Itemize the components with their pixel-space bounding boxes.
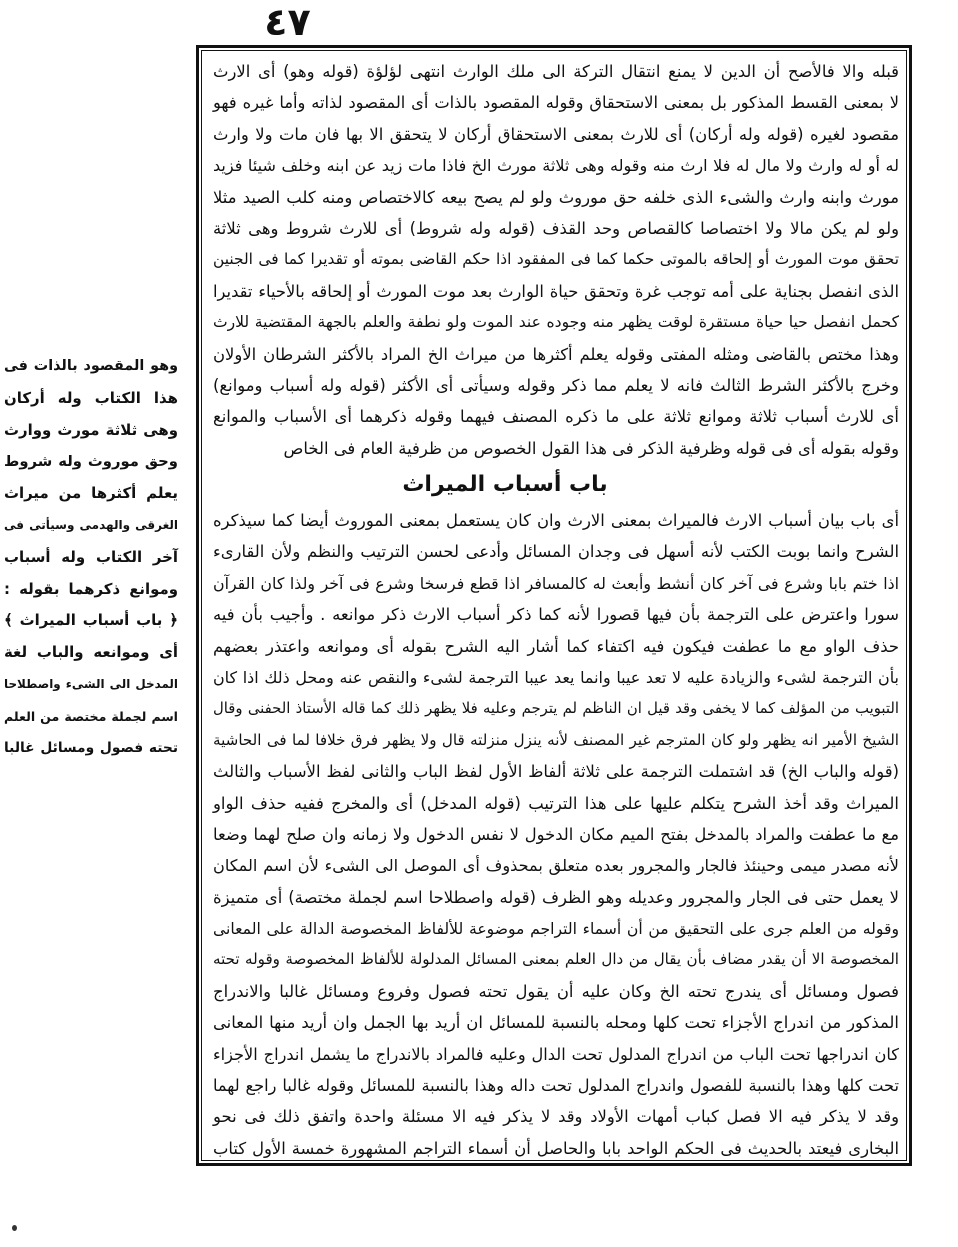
margin-text-line: وموانع ذكرهما بقوله : (4, 579, 178, 598)
commentary-line: أى للارث أسباب ثلاثة وموانع ثلاثة على ما ذكره المصنف فيهما وقوله ذكرهما أى الأسباب والموانع (213, 407, 899, 427)
commentary-line: وقوله من العلم جرى على التحقيق من أن أسماء التراجم موضوعة للألفاظ المخصوصة الدالة على المعانى (213, 919, 899, 939)
commentary-line: أى باب بيان أسباب الارث فالميراث بمعنى الارث وان كان يستعمل بمعنى الموروث أيضا كما سيذكره (213, 511, 899, 530)
commentary-line: الميراث وقد أخذ الشرح يتكلم عليها على هذا الترتيب (قوله المدخل) أى والمخرج ففيه حذف الواو (213, 793, 899, 813)
margin-text-line: المدخل الى الشىء واصطلاحا (4, 676, 178, 691)
commentary-line: المخصوصة الا أن يقدر مضاف بأن يقال من دال العلم بمعنى المسائل المدلولة للألفاظ المخصوصة وقوله تحته (213, 950, 899, 969)
margin-text-line: وحق موروث وله شروط (4, 453, 178, 471)
commentary-line: تحت كلها وهذا بالنسبة للفصول واندراج المدلول تحت داله وهذا بالنسبة للمسائل وقوله غالبا راجع لهما (213, 1076, 899, 1096)
commentary-line: لأنه مصدر ميمى وحينئذ فالجار والمجرور بعده متعلق بمحذوف أى الموصل الى الشىء لأن اسم المكان (213, 856, 899, 876)
commentary-line: وهذا مختص بالقاضى ومثله المفتى وقوله يعلم أكثرها من ميراث الخ المراد بالأكثر الشرطان الأولان (213, 344, 899, 364)
commentary-line: البخارى فيعتد بالحديث فى الحكم الواحد بابا والحاصل أن أسماء التراجم المشهورة خمسة الأول كتاب (213, 1138, 899, 1158)
commentary-line: التبويب من المؤلف كما لا يخفى وقد قيل ان الناظم لم يترجم وعليه فلا يظهر ذلك كما قاله الأستاذ الحفنى وقال (213, 699, 899, 718)
commentary-line: كان اندراجها تحت الباب من اندراج المدلول تحت الدال وعليه فالمراد بالاندراج ما يشمل اندراج الأجزاء (213, 1044, 899, 1064)
section-heading: باب أسباب الميراث (402, 472, 608, 497)
commentary-line: مع ما عطفت والمراد بالمدخل بفتح الميم مكان الدخول لا نفس الدخول ولا زمانه وان صلح لهما وضعا (213, 824, 899, 844)
commentary-line-paragraph-end: وقوله بقوله أى فى قوله وظرفية الذكر فى هذا القول الخصوص من ظرفية العام فى الخاص (283, 438, 899, 458)
commentary-line: بأن الترجمة لشىء والزيادة عليه لا تعد عيبا وانما يعد عيبا الترجمة لشىء والنقص عنه ومحل ذلك اذا كان (213, 667, 899, 687)
commentary-block-after-heading (213, 505, 899, 1164)
commentary-line: له أو له وارث ولا مال له فلا ارث منه وقوله وهى ثلاثة مورث الخ فاذا مات زيد عن ابنه وخلف شيئا فزيد (213, 156, 899, 176)
commentary-line: مقصود لغيره (قوله وله أركان) أى للارث بمعنى الاستحقاق أركان لا يتحقق الا بها فان مات ولا وارث (213, 124, 899, 144)
commentary-line: الذى انفصل بجناية على أمه توجب غرة وتحقق حياة الوارث بعد موت المورث أو إلحاقه بالأحياء تقديرا (213, 281, 899, 301)
margin-text-line: أى وموانعه والباب لغة (4, 643, 178, 662)
commentary-line: تحقق موت المورث أو إلحاقه بالموتى حكما كما فى المفقود اذا حكم القاضى بموته أو تقديرا كما فى الجنين (213, 250, 899, 269)
margin-text-line: الغرقى والهدمى وسيأتى فى (4, 517, 178, 532)
margin-text-line: وهى ثلاثة مورث ووارث (4, 420, 178, 439)
commentary-line: لا يعمل حتى فى الجار والمجرور وعديله وهو الظرف (قوله واصطلاحا اسم لجملة مختصة) أى متميزة (213, 887, 899, 907)
commentary-line: اذا ختم بابا وشرع فى آخر كان أنشط وأبعث له كالمسافر اذا قطع فرسخا وشرع فى آخر ولذا كان القرآن (213, 573, 899, 593)
margin-text-line: تحته فصول ومسائل غالبا (4, 739, 178, 756)
margin-chapter-title: ﴿ باب أسباب الميراث ﴾ (4, 611, 178, 630)
commentary-line: وقد لا يذكر فيه الا فصل كباب أمهات الأولاد وقد لا يذكر فيه الا مسئلة واحدة واتفق ذلك فى نحو (213, 1107, 899, 1127)
commentary-line: سورا واعترض على الترجمة بأن فيها قصورا لأنه كما ذكر أسباب الارث ذكر موانعه . وأجيب بأن فيه (213, 605, 899, 625)
commentary-line: كحمل انفصل حيا حياة مستقرة لوقت يظهر منه وجوده عند الموت ولو نطفة والعلم بالجهة المقتضية للارث (213, 313, 899, 332)
commentary-line: الشرح وانما بوبت الكتب لأنه أسهل فى وجدان المسائل وأدعى لحسن الترتيب والنظم ولأن القارىء (213, 542, 899, 562)
margin-text-line: وهو المقصود بالذات فى (4, 358, 178, 374)
margin-text-line: اسم لجملة مختصة من العلم (4, 708, 178, 724)
commentary-line: قبله والا فالأصح أن الدين لا يمنع انتقال التركة الى ملك الوارث انتهى لؤلؤة (قوله وهو) أى الارث (213, 62, 899, 81)
commentary-line: الشيخ الأمير انه يظهر ولو كان المترجم غير المصنف لأنه ينزل منزلته قال ولا يظهر فرق خلافا لما فى الحاشية (213, 730, 899, 749)
commentary-line: المذكور من اندراج الأجزاء تحت كلها ومحله بالنسبة للمسائل ان أريد بها الجمل وان أريد منها المعانى (213, 1013, 899, 1033)
commentary-line: فصول ومسائل أى يندرج تحته الخ وكان عليه أن يقول تحته فصول وفروع ومسائل غالبا والاندراج (213, 981, 899, 1001)
page-number: ٤٧ (264, 0, 311, 44)
scan-speck (12, 1225, 17, 1231)
margin-text-line: آخر الكتاب وله أسباب (4, 547, 178, 566)
commentary-line: مورث وابنه وارث والشىء الذى خلفه حق موروث ولو لم يصح بيعه كالاختصاص ومنه كلب الصيد مثلا (213, 187, 899, 207)
commentary-line: (قوله والباب الخ) قد اشتملت الترجمة على ثلاثة ألفاظ الأول لفظ الباب والثانى لفظ الأسباب والثالث (213, 762, 899, 782)
commentary-line: حذف الواو مع ما عطفت فيكون فيه اكتفاء كما أشار اليه الشرح بقوله أى وموانعه واعتذر بعضهم (213, 636, 899, 656)
commentary-block-before-heading (213, 56, 899, 464)
margin-text-column (4, 351, 178, 764)
commentary-line: ولو لم يكن مالا ولا اختصاصا كالقصاص وحد القذف (قوله وله شروط) أى للارث شروط وهى ثلاثة (213, 218, 899, 238)
commentary-line: وخرج بالأكثر الشرط الثالث فانه لا يعلم مما ذكر وقوله وسيأتى أى الأكثر (قوله وله أسباب وموانع) (213, 375, 899, 395)
margin-text-line: يعلم أكثرها من ميراث (4, 484, 178, 503)
commentary-line: لا بمعنى القسط المذكور بل بمعنى الاستحقاق وقوله المقصود بالذات أى المقصود لذاته وأما غيره فهو (213, 93, 899, 113)
margin-text-line: هذا الكتاب وله أركان (4, 388, 178, 407)
